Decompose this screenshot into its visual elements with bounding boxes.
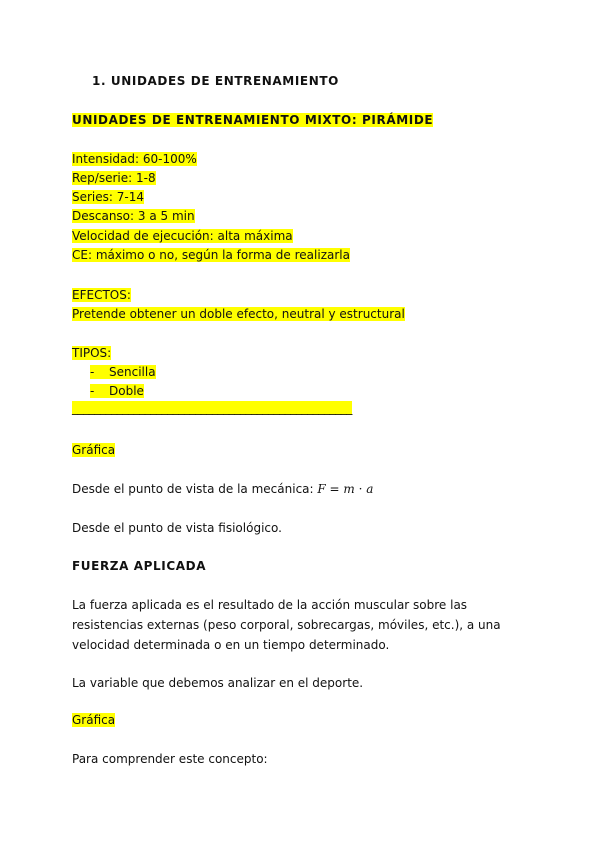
section-title-text: UNIDADES DE ENTRENAMIENTO MIXTO: PIRÁMIDE <box>72 113 434 127</box>
fuerza-paragraph: La fuerza aplicada es el resultado de la acción muscular sobre las resistencias externas (peso corporal, sobrecargas, móviles, etc.), a una velocidad determinada o en un tiempo determinado. <box>72 598 501 652</box>
bullet-dash: - <box>90 384 95 398</box>
list-item <box>90 364 156 381</box>
spec-rep-serie <box>72 170 156 187</box>
mecanica-text: Desde el punto de vista de la mecánica: <box>72 482 318 496</box>
spec-text: CE: máximo o no, según la forma de realizarla <box>72 248 350 262</box>
efectos-label-text: EFECTOS: <box>72 288 131 302</box>
grafica-label-1 <box>72 442 115 459</box>
list-item-text: Doble <box>109 384 144 398</box>
equation <box>317 482 373 496</box>
heading-number: 1. <box>92 74 107 88</box>
spec-series <box>72 189 144 206</box>
eq-a: a <box>366 482 374 496</box>
fisiologico-line: Desde el punto de vista fisiológico. <box>72 521 282 535</box>
eq-equals: = <box>329 482 340 496</box>
efectos-label <box>72 287 131 304</box>
spec-text: Velocidad de ejecución: alta máxima <box>72 229 293 243</box>
tipos-label-text: TIPOS: <box>72 346 112 360</box>
spec-text: Descanso: 3 a 5 min <box>72 209 195 223</box>
heading-title: UNIDADES DE ENTRENAMIENTO <box>110 74 339 88</box>
spec-intensidad <box>72 151 197 168</box>
spec-text: Rep/serie: 1-8 <box>72 171 156 185</box>
comprender-line: Para comprender este concepto: <box>72 752 268 766</box>
heading-1 <box>92 73 339 90</box>
grafica-text: Gráfica <box>72 443 116 457</box>
variable-line: La variable que debemos analizar en el deporte. <box>72 676 364 690</box>
eq-m: m <box>343 482 355 496</box>
fuerza-title: FUERZA APLICADA <box>72 559 207 573</box>
separator-text: __________________________________________________ <box>72 401 353 415</box>
grafica-text: Gráfica <box>72 713 116 727</box>
spec-text: Series: 7-14 <box>72 190 144 204</box>
efectos-description: Pretende obtener un doble efecto, neutral y estructural <box>72 307 405 321</box>
list-item-text: Sencilla <box>109 365 156 379</box>
bullet-dash: - <box>90 365 95 379</box>
separator-line <box>72 400 352 417</box>
tipos-label <box>72 345 111 362</box>
grafica-label-2 <box>72 712 115 729</box>
spec-descanso <box>72 208 195 225</box>
eq-dot: · <box>358 482 363 496</box>
section-title <box>72 112 433 129</box>
spec-velocidad <box>72 228 293 245</box>
efectos-text <box>72 306 405 323</box>
eq-f: F <box>317 482 326 496</box>
spec-ce <box>72 247 350 264</box>
spec-text: Intensidad: 60-100% <box>72 152 197 166</box>
list-item <box>90 383 144 400</box>
mecanica-line <box>72 481 373 498</box>
